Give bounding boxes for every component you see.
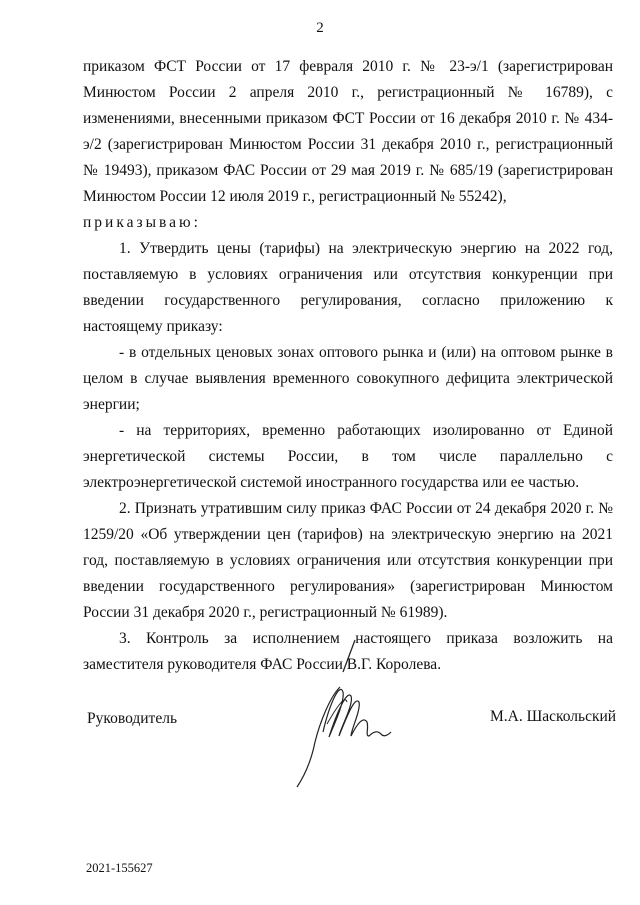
paragraph-subitem-1: - в отдельных ценовых зонах оптового рынка и (или) на оптовом рынке в целом в случае выявления временного совокупного дефицита электрической энергии; [83, 344, 613, 413]
page-number: 2 [316, 20, 324, 36]
paragraph-subitem-2: - на территориях, временно работающих изолированно от Единой энергетической системы России, в том числе параллельно с электроэнергетической системой иностранного государства или ее частью. [83, 422, 613, 491]
paragraph-preamble: приказом ФСТ России от 17 февраля 2010 г. № 23-э/1 (зарегистрирован Минюстом России 2 апреля 2010 г., регистрационный № 16789), с изменениями, внесенными приказом ФСТ России от 16 декабря 2010 г. № 434-э/2 (зарегистрирован Минюстом России 31 декабря 2010 г., регистрационный № 19493), приказом ФАС России от 29 мая 2019 г. № 685/19 (зарегистрирован Минюстом России 12 июля 2019 г., регистрационный № 55242), [83, 58, 613, 205]
document-code: 2021-155627 [86, 861, 153, 875]
paragraph-order-word: приказываю: [83, 214, 201, 231]
handwritten-signature [285, 632, 395, 792]
document-body [83, 54, 613, 678]
paragraph-item-1: 1. Утвердить цены (тарифы) на электрическую энергию на 2022 год, поставляемую в условиях ограничения или отсутствия конкуренции при введении государственного регулирования, согласно приложению к настоящему приказу: [83, 240, 613, 335]
paragraph-item-3: 3. Контроль за исполнением настоящего приказа возложить на заместителя руководителя ФАС России В.Г. Королева. [83, 630, 613, 673]
paragraph-item-2: 2. Признать утратившим силу приказ ФАС России от 24 декабря 2020 г. № 1259/20 «Об утверждении цен (тарифов) на электрическую энергию на 2021 год, поставляемую в условиях ограничения или отсутствия конкуренции при введении государственного регулирования» (зарегистрирован Минюстом России 31 декабря 2020 г., регистрационный № 61989). [83, 500, 613, 621]
signatory-name: М.А. Шаскольский [490, 708, 617, 725]
signatory-title: Руководитель [87, 710, 178, 727]
